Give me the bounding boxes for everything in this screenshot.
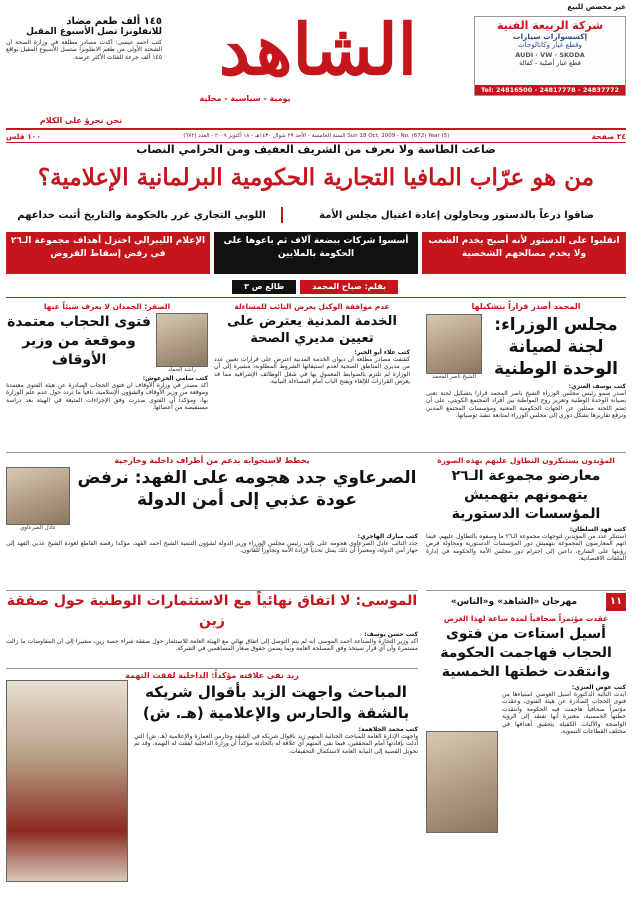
story1-kicker: المحمد أصدر قراراً بتشكيلها (471, 302, 581, 311)
story1-photo (426, 314, 482, 374)
divider-1 (6, 297, 626, 298)
top-continued: طالع ص ٣ (232, 280, 296, 294)
story-zaid-investigation (6, 668, 418, 899)
promo-subtitle: للانفلونزا تصل الأسبوع المقبل (26, 27, 162, 37)
story-civil-service (214, 302, 410, 450)
story5-headline: الصرعاوي جدد هجومه على الفهد: نرفض عودة عذبي إلى أمن الدولة (77, 468, 417, 510)
story5-kicker: يخطط لاستجوابه بدعم من أطراف داخلية وخارجية (114, 456, 310, 465)
top-box-mid: أسسوا شركات ببضعة آلاف ثم باعوها على الحكومة بالملايين (214, 232, 418, 274)
story6-text: أكد وزير التجارة والصناعة أحمد الموسى أنه لم يتم التوصل إلى اتفاق نهائي مع الهيئة العامة للاستثمار حول صفقة شراء حصة زين، مشيراً إلى أن المفاوضات ما زالت مستمرة وأن أي قرار سيتخذ وفق المصلحة العامة وبما يضمن حقوق صغار المساهمين في الشركة. (6, 638, 418, 653)
story5-author: كتب مبارك الهاجري: (357, 533, 418, 540)
story7-kicker: مهرجان «الشاهد» و«الناس» (450, 597, 578, 607)
story8-kicker: زيد نفى علاقته مؤكداً: الداخلية لفقت التهمة (125, 671, 299, 680)
story3-kicker: الصقر: الحمدان لا يعرف شيئاً عنها (43, 302, 171, 311)
story7-author: كتب عوض العنزي: (571, 684, 626, 691)
ad-spare: قطع غيار أصلية - كفالة (519, 59, 581, 67)
ad-company: شركة الربيعة الفنية (496, 19, 604, 32)
story2-text: كشفت مصادر مطلعة أن ديوان الخدمة المدنية اعترض على قرارات تعيين عدد من مديري المناطق الصحية لعدم استيفائها الشروط المطلوبة، مشيرة إلى أن الوزارة لم تلتزم بالضوابط المعمول بها في شغل الوظائف الإشرافية مما قد يعرض القرارات للإلغاء ويفتح الباب أمام المساءلة النيابية. (214, 356, 410, 386)
story-aseel (426, 590, 626, 897)
top-box-left: الإعلام الليبرالي اختزل أهداف مجموعة الـ٢٦ في رفض إسقاط القروض (6, 232, 210, 274)
story3-text: أكد مصدر في وزارة الأوقاف أن فتوى الحجاب الصادرة عن هيئة الفتوى معتمدة وموقعة من وزير الأوقاف والشؤون الإسلامية، نافياً ما تردد حول عدم علم الوزارة بها، ومؤكداً أن الفتوى صدرت وفق الإجراءات المتبعة في الهيئة بعد دراسة مستفيضة من أعضائها. (6, 382, 208, 412)
story4-kicker: المؤيدون يستنكرون التطاول عليهم بهذه الصورة (437, 456, 615, 465)
story6-headline: الموسى: لا اتفاق نهائياً مع الاستثمارات الوطنية حول صفقة زين (6, 593, 418, 629)
story8-author: كتب محمد الجلاهمة: (358, 726, 418, 733)
story1-headline: مجلس الوزراء: لجنة لصيانة الوحدة الوطنية (494, 315, 618, 379)
story7-badge: ١١ (606, 593, 626, 611)
story6-author: كتب حسن يوسف: (364, 631, 418, 638)
promo-title: ١٤٥ ألف طعم مضاد (66, 16, 162, 27)
divider-2 (6, 452, 626, 453)
top-boxes (6, 232, 626, 274)
story7-text: أبدت النائبة الدكتورة أسيل العوضي استياءها من فتوى الحجاب الصادرة عن هيئة الفتوى، وعقدت مؤتمراً صحافياً هاجمت فيه الحكومة وانتقدت خطتها الخمسية، معتبرة أنها تفتقد إلى الرؤية الواضحة والآليات الكفيلة بتحقيق أهدافها في مختلف القطاعات التنموية. (502, 691, 626, 736)
story-sarawi (6, 456, 418, 586)
story8-headline: المباحث واجهت الزيد بأقوال شريكه بالشقة والحارس والإعلامية (هـ. ش) (142, 683, 410, 722)
top-box-right: انقلبوا على الدستور لأنه أصبح يخدم الشعب ولا يخدم مصالحهم الشخصية (422, 232, 626, 274)
story2-author: كتب علاء أبو الخير: (354, 349, 410, 356)
story3-author: كتب سامي الخرعوش: (142, 375, 208, 382)
story7-photo (426, 731, 498, 833)
story-group-26 (426, 456, 626, 586)
top-sub-right: ضاقوا ذرعاً بالدستور ويحاولون إعادة اغتيال مجلس الأمة (319, 209, 594, 221)
story8-photo (6, 680, 128, 882)
page-count: ٢٤ صفحة (591, 131, 626, 141)
top-byline-row (170, 280, 460, 294)
top-byline: بقلم: صباح المحمد (300, 280, 398, 294)
ad-line1: إكسسوارات سيارات (512, 32, 588, 41)
story8-text: واجهت الإدارة العامة للمباحث الجنائية المتهم زيد بأقوال شريكه في الشقة وحارس العمارة والإعلامية (هـ. ش) التي أدلت بإفادتها أمام المحققين، فيما نفى المتهم أي علاقة له بالحادثة مؤكداً أن وزارة الداخلية لفقت له التهمة، وقد تم تحويل القضية إلى النيابة العامة لاستكمال التحقيقات. (134, 733, 418, 755)
story5-caption: عادل الصرعاوي (19, 525, 57, 531)
top-headline: من هو عرّاب المافيا التجارية الحكومية البرلمانية الإعلامية؟ (37, 164, 595, 191)
story1-text: أصدر سمو رئيس مجلس الوزراء الشيخ ناصر المحمد قراراً بتشكيل لجنة تعنى بصيانة الوحدة الوطنية وتعزيز روح المواطنة بين أفراد المجتمع الكويتي، على أن تضم اللجنة ممثلين عن الجهات الحكومية المعنية ومؤسسات المجتمع المدني وترفع تقاريرها بشكل دوري إلى مجلس الوزراء لمتابعة تنفيذ توصياتها. (426, 390, 626, 420)
story7-headline-kicker: عقدت مؤتمراً صحافياً لمدة ساعة لهذا الغرض (443, 614, 609, 623)
story-zain-deal (6, 590, 418, 665)
not-for-sale-note: غير مخصص للبيع (567, 3, 626, 11)
story-hijab-fatwa (6, 302, 208, 450)
top-kicker: ضاعت الطاسة ولا نعرف من الشريف العفيف ومن الحرامي النصاب (136, 143, 496, 156)
story2-headline: الخدمة المدنية يعترض على تعيين مديري الصحة (227, 314, 397, 346)
top-subheads (6, 204, 626, 226)
masthead-tagline-1: يومية - سياسية - محلية (199, 94, 291, 103)
date-line: Sun 18 Oct, 2009 - No. (672) Year (5) السنة الخامسة - الأحد ٢٩ شوال ١٤٣٠هـ - ١٨ أكتوبر ٢٠٠٩ - العدد (٦٧٢) (183, 133, 450, 139)
top-sub-left: اللوبي التجاري غرر بالحكومة والتاريخ أثبت خداعهم (17, 209, 266, 221)
story3-photo (156, 313, 208, 367)
ad-line2: وقطع غيار وكاتالوجات (518, 41, 582, 49)
story5-photo (6, 467, 70, 525)
story1-caption: الشيخ ناصر المحمد (432, 374, 476, 380)
story2-kicker: عدم موافقة الوكيل يعرض النائب للمساءلة (234, 302, 390, 311)
date-strip (6, 128, 626, 143)
masthead-tagline-2: نحن نجرؤ على الكلام (39, 116, 123, 125)
promo-text: كتب أحمد عيسى: أكدت مصادر مطلعة في وزارة الصحة أن الشحنة الأولى من طعم الانفلونزا ستصل الأسبوع المقبل بواقع ١٤٥ ألف جرعة للفئات الأكثر عرضة. (6, 39, 162, 61)
masthead-name: الشاهد (218, 8, 418, 91)
story4-text: استنكر عدد من المؤيدين لتوجهات مجموعة الـ٢٦ ما وصفوه بالتطاول عليهم، فيما اتهم المعارضون المجموعة بتهميش دور المؤسسات الدستورية ومحاولة فرض رؤيتها على الشارع، داعين إلى احترام دور مجلس الأمة والحكومة في إدارة الملفات الاقتصادية. (426, 533, 626, 563)
story4-author: كتب فهد السلطان: (569, 526, 626, 533)
masthead-logo (168, 10, 468, 92)
ad-brands: AUDI · VW · SKODA (515, 51, 585, 59)
promo-box (6, 16, 162, 114)
ad-tel: Tel: 24816500 - 24817778 - 24837772 (475, 85, 625, 95)
story1-author: كتب يوسف العنزي: (568, 383, 626, 390)
sub-divider (281, 207, 283, 223)
story3-headline: فتوى الحجاب معتمدة وموقعة من وزير الأوقاف (7, 314, 151, 368)
story5-text: جدد النائب عادل الصرعاوي هجومه على نائب رئيس مجلس الوزراء وزير الدولة لشؤون التنمية الشيخ أحمد الفهد، مؤكداً رفضه القاطع لعودة الشيخ عذبي الفهد إلى جهاز أمن الدولة، ومعتبراً أن ذلك يمثل تحدياً لإرادة الأمة وتجاوزاً للقانون. (6, 540, 418, 555)
story-committee (426, 302, 626, 450)
price: ١٠٠ فلس (6, 131, 41, 141)
story3-caption: راشد الحماد (168, 367, 196, 373)
ad-block (474, 16, 626, 96)
story4-headline: معارضو مجموعة الـ٢٦ يتهمونهم بتهميش المؤسسات الدستورية (451, 468, 601, 522)
story7-headline: أسيل استاءت من فتوى الحجاب فهاجمت الحكومة وانتقدت خطتها الخمسية (440, 626, 612, 680)
